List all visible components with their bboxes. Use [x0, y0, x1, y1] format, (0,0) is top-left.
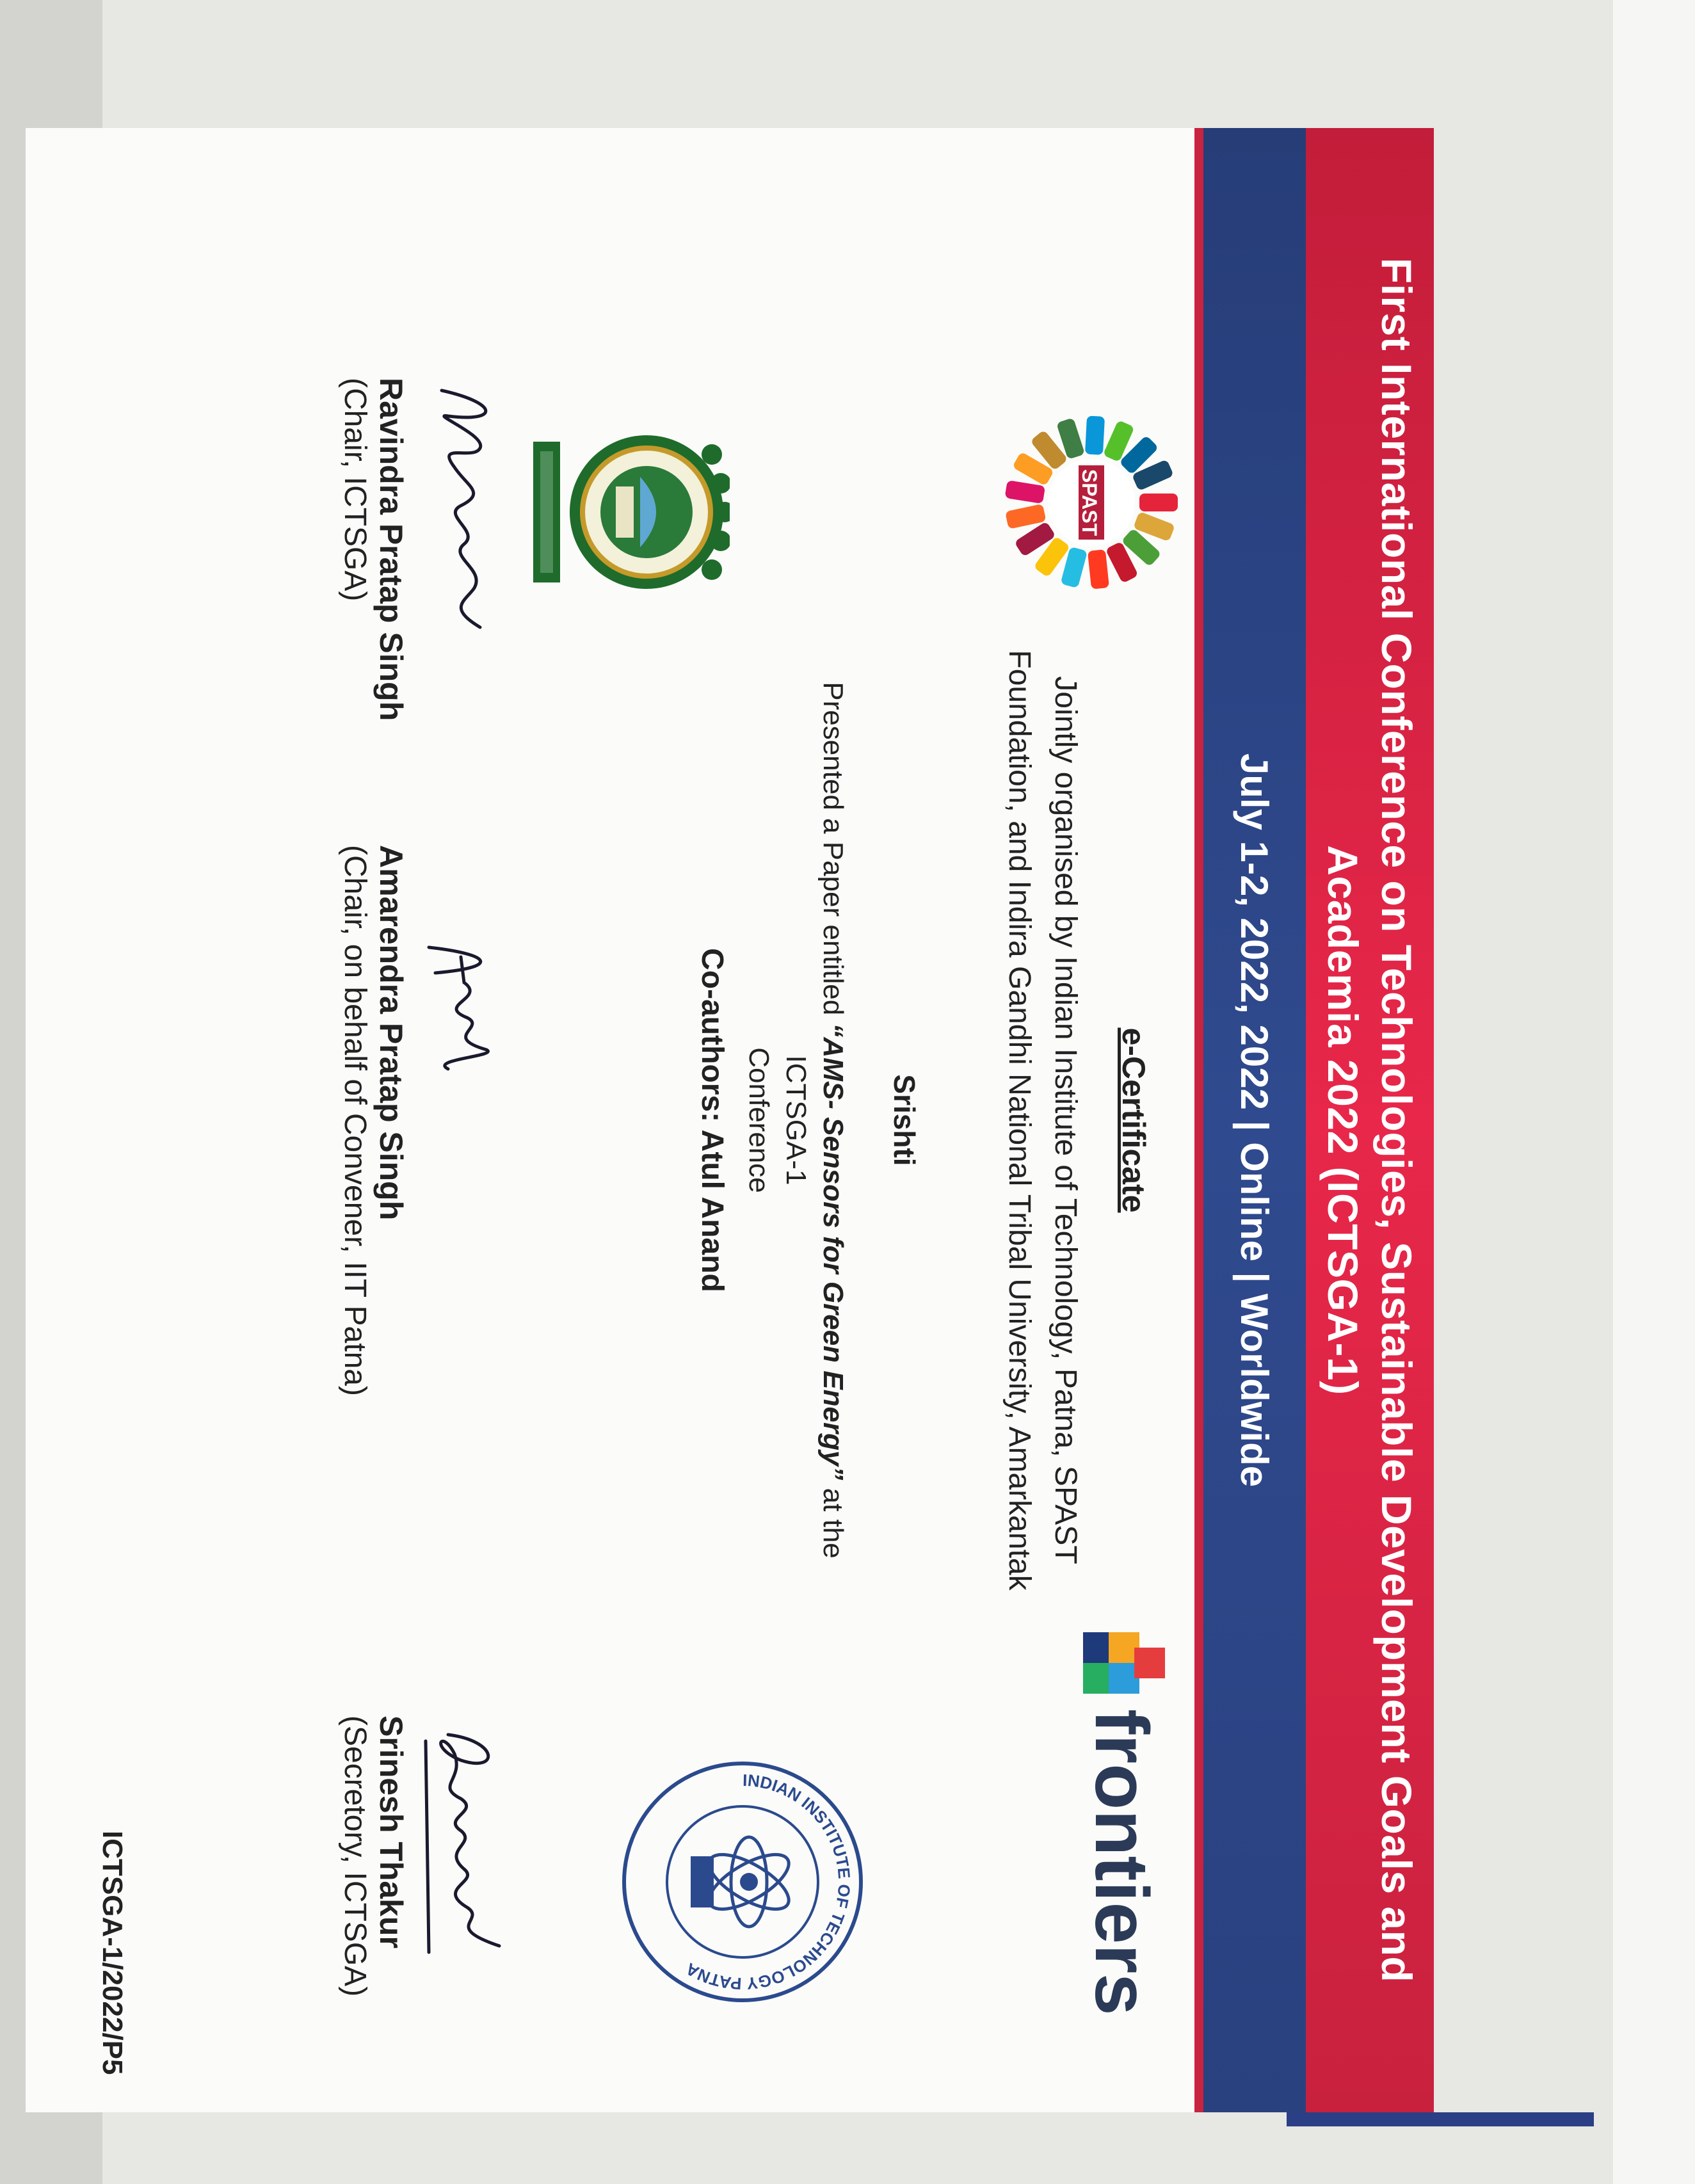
frontiers-logo [1069, 1626, 1178, 2087]
signature-srinesh [410, 1715, 525, 1984]
presented-suffix: at the ICTSGA-1 [780, 1055, 849, 1559]
signature-ravindra [410, 378, 525, 646]
signature-amarendra [410, 845, 525, 1114]
date-band [1203, 128, 1306, 2112]
recipient-name: Srishti [888, 1074, 921, 1166]
paper-title: “AMS- Sensors for Green Energy” [817, 1023, 849, 1481]
spast-logo-text: SPAST [1078, 469, 1101, 536]
emblem-icon [525, 416, 730, 608]
presented-line-2: Conference [743, 1047, 775, 1193]
conference-dates: July 1-2, 2022, 2022 | Online | Worldwide [1233, 753, 1276, 1488]
signatory-role: (Chair, on behalf of Convener, IIT Patna) [338, 845, 372, 1396]
signatory-role: (Secretory, ICTSGA) [338, 1715, 372, 1997]
certificate-reference: ICTSGA-1/2022/P5 [97, 1831, 128, 2075]
sdg-wheel-icon [999, 410, 1184, 595]
certificate-heading: e-Certificate [1116, 1027, 1152, 1213]
organisers-line-2: Foundation, and Indira Gandhi National Tribal University, Amarkantak [1002, 650, 1036, 1591]
signatory-co-chair [337, 845, 525, 1396]
signatory-name: Amarendra Pratap Singh [373, 845, 409, 1221]
university-emblem [525, 416, 730, 608]
signatory-name: Srinesh Thakur [373, 1715, 409, 1948]
title-band [1306, 128, 1434, 2112]
signatory-secretary [337, 1715, 525, 1996]
signatory-role: (Chair, ICTSGA) [338, 378, 372, 602]
signatory-chair [337, 378, 525, 721]
presentation-statement [740, 640, 851, 1600]
iit-patna-seal-icon [615, 1754, 871, 2010]
organisers-line-1: Jointly organised by Indian Institute of Technology, Patna, SPAST [1048, 676, 1082, 1564]
presented-prefix: Presented a Paper entitled [817, 682, 849, 1024]
coauthors: Co-authors: Atul Anand [695, 948, 729, 1292]
spast-logo [999, 410, 1184, 595]
frontiers-wordmark: frontiers [1079, 1709, 1164, 2016]
certificate [26, 128, 1434, 2112]
frontiers-cube-icon [1069, 1626, 1178, 2087]
conference-title-line-2: Academia 2022 (ICTSGA-1) [1319, 845, 1367, 1395]
accent-stripe [1194, 128, 1203, 2112]
organisers-text [996, 640, 1088, 1600]
iit-patna-seal-text: INDIAN INSTITUTE OF TECHNOLOGY PATNA [682, 1770, 855, 1994]
iit-patna-seal [615, 1754, 871, 2010]
conference-title-line-1: First International Conference on Technologies, Sustainable Development Goals and [1373, 257, 1420, 1983]
signatory-name: Ravindra Pratap Singh [373, 378, 409, 721]
